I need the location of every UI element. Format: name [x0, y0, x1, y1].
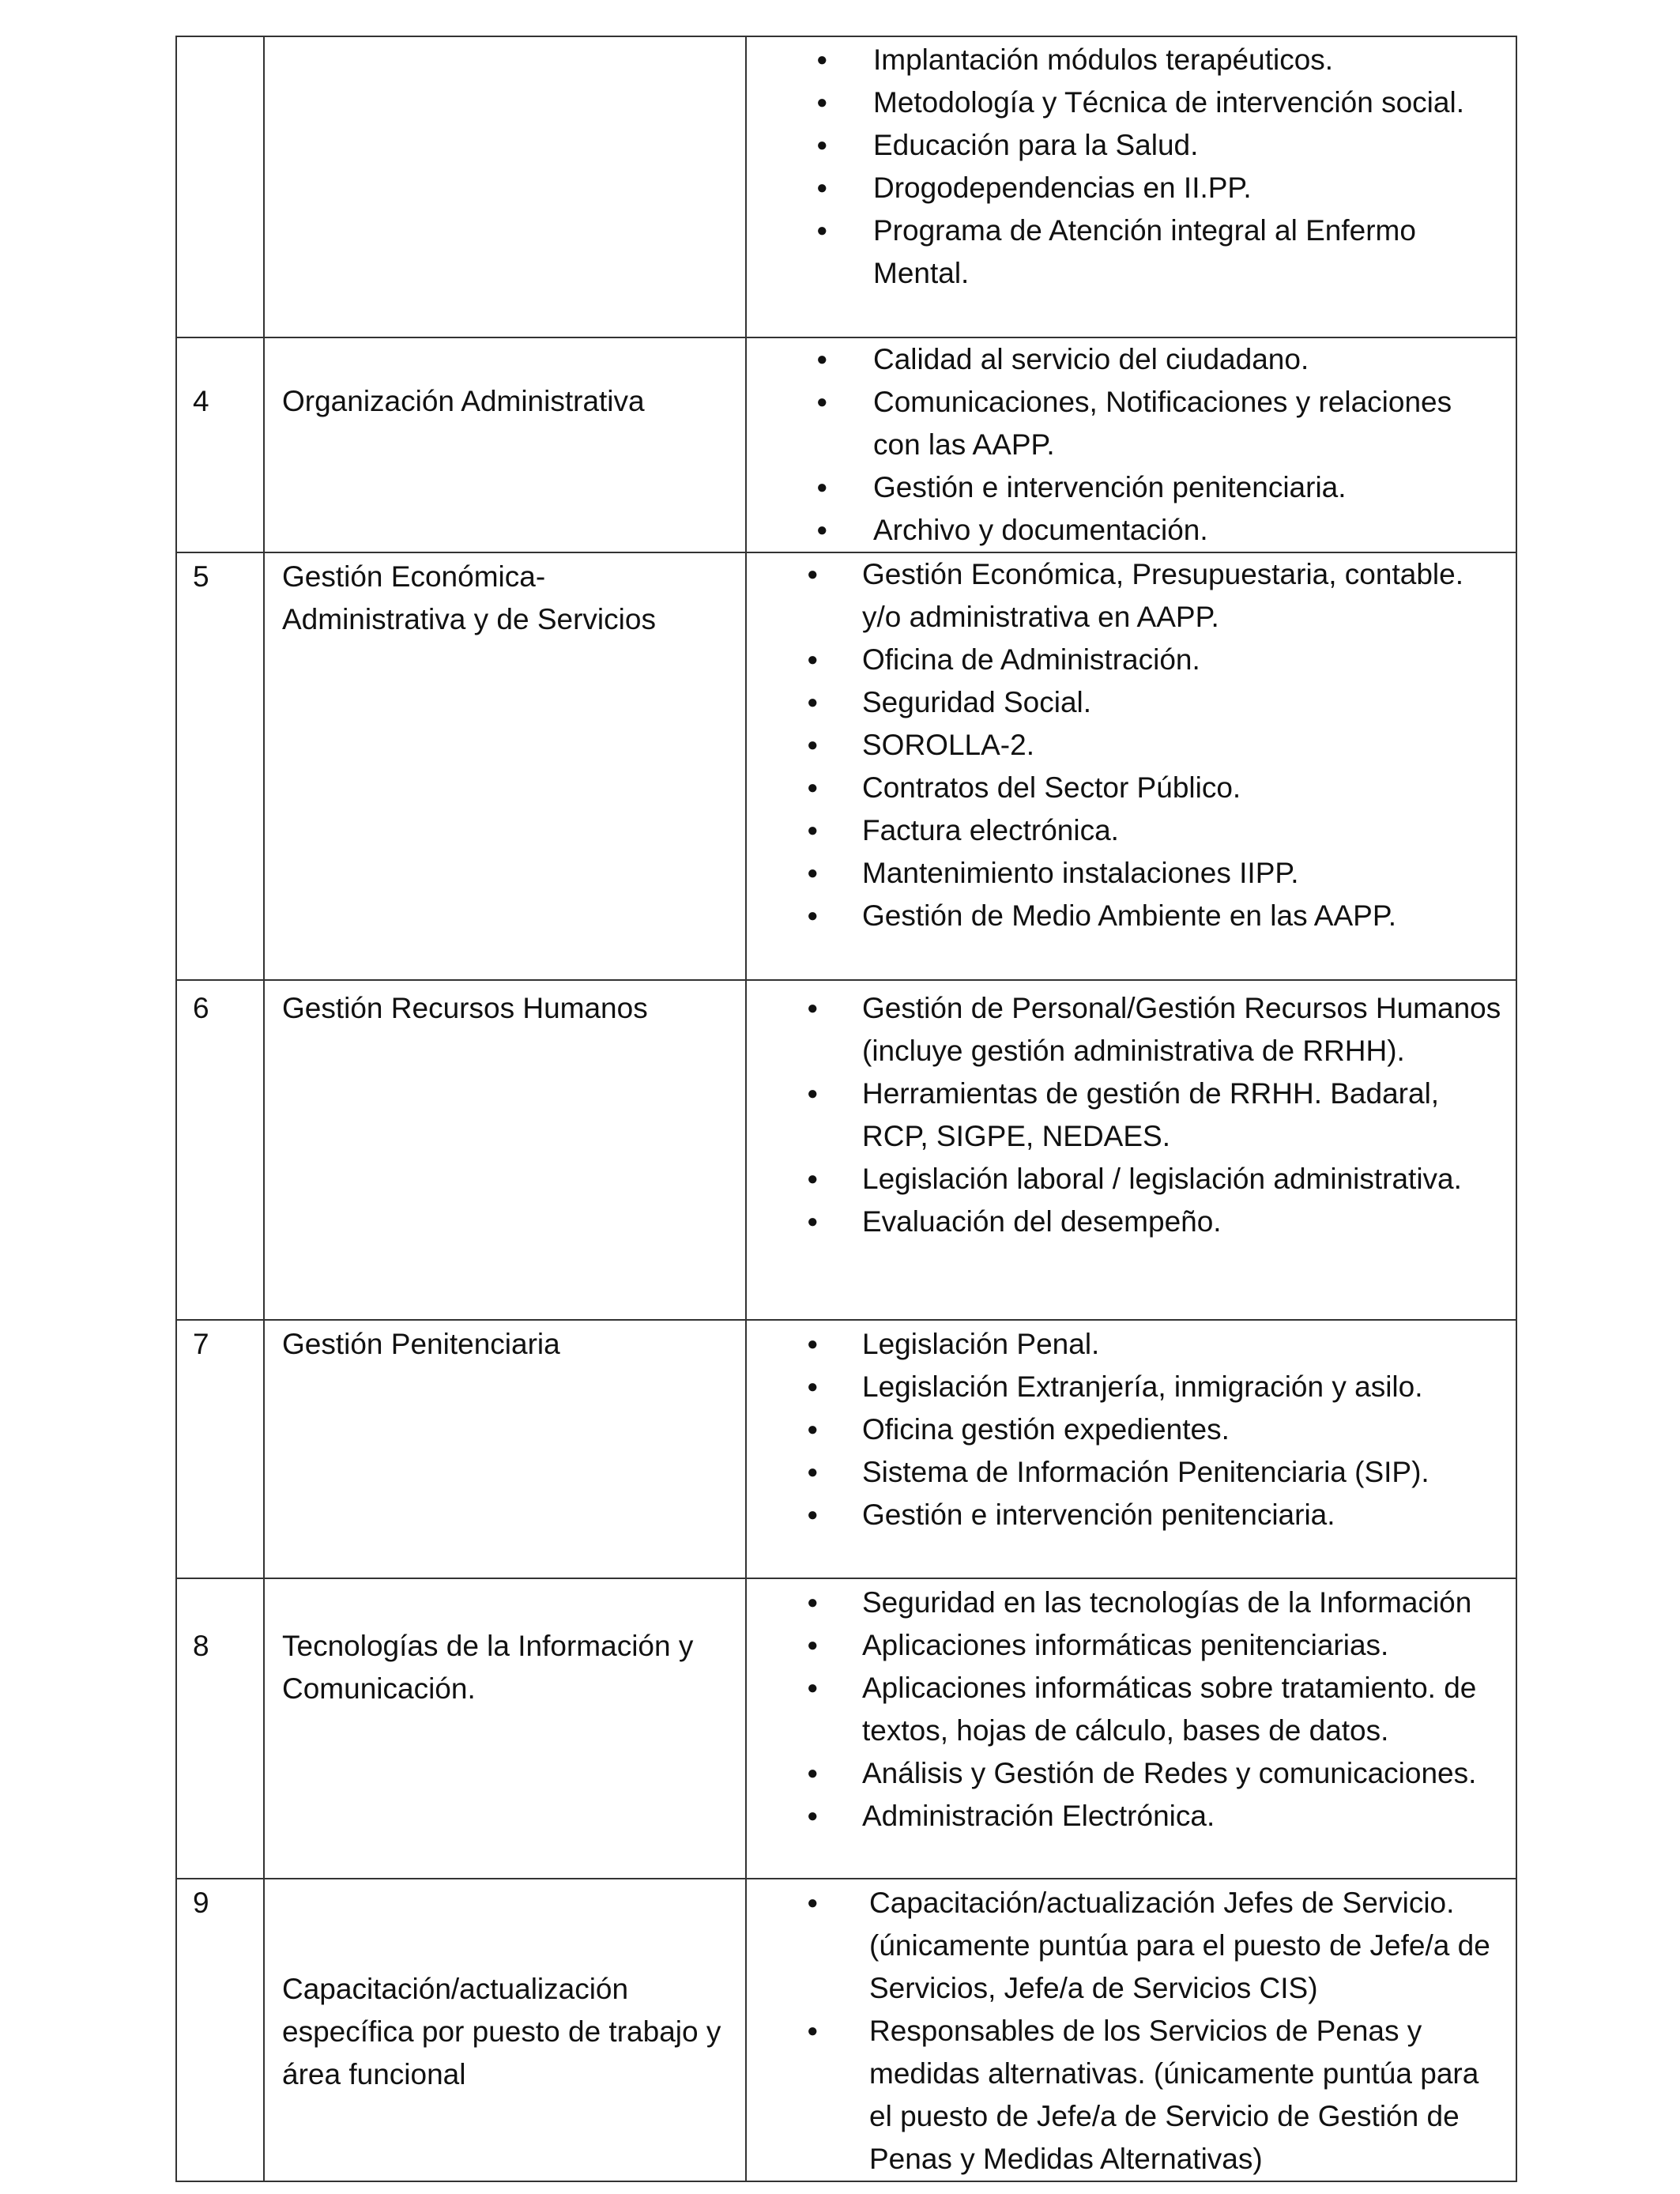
topic-item: ● Análisis y Gestión de Redes y comunicaciones.	[747, 1752, 1501, 1795]
topic-item: ● Herramientas de gestión de RRHH. Badaral, RCP, SIGPE, NEDAES.	[747, 1072, 1501, 1158]
topic-item: ● Gestión e intervención penitenciaria.	[747, 466, 1501, 509]
topic-item: ● Programa de Atención integral al Enfermo Mental.	[747, 209, 1501, 295]
row-number: 5	[193, 560, 209, 593]
topic-list	[747, 1323, 1501, 1536]
topic-item: ● Contratos del Sector Público.	[747, 767, 1501, 809]
topic-item: ● Oficina gestión expedientes.	[747, 1408, 1501, 1451]
topics-cell	[746, 1578, 1516, 1879]
topic-list	[747, 553, 1501, 937]
area-cell	[264, 36, 746, 337]
row-number-cell	[176, 337, 264, 552]
topic-item: ● Sistema de Información Penitenciaria (SIP).	[747, 1451, 1501, 1494]
row-number-cell	[176, 36, 264, 337]
row-number: 9	[193, 1887, 209, 1919]
area-cell	[264, 552, 746, 980]
row-number-cell	[176, 980, 264, 1320]
topic-item: ● Gestión e intervención penitenciaria.	[747, 1494, 1501, 1536]
row-number: 7	[193, 1328, 209, 1360]
topic-item: ● Oficina de Administración.	[747, 639, 1501, 681]
table-row	[176, 552, 1516, 980]
table-row	[176, 337, 1516, 552]
topics-cell	[746, 552, 1516, 980]
row-number-cell	[176, 1879, 264, 2181]
topics-cell	[746, 980, 1516, 1320]
topics-cell	[746, 337, 1516, 552]
topic-item: ● SOROLLA-2.	[747, 724, 1501, 767]
topics-cell	[746, 36, 1516, 337]
table-row	[176, 1879, 1516, 2181]
topic-item: ● Educación para la Salud.	[747, 124, 1501, 167]
area-name: Gestión Económica-Administrativa y de Servicios	[282, 560, 656, 635]
topic-item: ● Seguridad en las tecnologías de la Información	[747, 1581, 1501, 1624]
topic-item: ● Mantenimiento instalaciones IIPP.	[747, 852, 1501, 895]
row-number-cell	[176, 1578, 264, 1879]
topics-cell	[746, 1879, 1516, 2181]
topic-item: ● Aplicaciones informáticas sobre tratamiento. de textos, hojas de cálculo, bases de datos.	[747, 1667, 1501, 1752]
topic-item: ● Legislación laboral / legislación administrativa.	[747, 1158, 1501, 1201]
topic-item: ● Implantación módulos terapéuticos.	[747, 39, 1501, 81]
topic-item: ● Legislación Penal.	[747, 1323, 1501, 1366]
area-name: Gestión Penitenciaria	[282, 1328, 560, 1360]
topic-list	[747, 1581, 1501, 1838]
topic-item: ● Capacitación/actualización Jefes de Servicio. (únicamente puntúa para el puesto de Jefe/a de Servicios, Jefe/a de Servicios CIS)	[747, 1882, 1501, 2010]
topic-item: ● Responsables de los Servicios de Penas y medidas alternativas. (únicamente puntúa para el puesto de Jefe/a de Servicio de Gestión de Penas y Medidas Alternativas)	[747, 2010, 1501, 2181]
table-row	[176, 1578, 1516, 1879]
row-number: 4	[193, 385, 209, 417]
topic-item: ● Legislación Extranjería, inmigración y asilo.	[747, 1366, 1501, 1408]
training-areas-table	[175, 36, 1517, 2182]
topic-item: ● Factura electrónica.	[747, 809, 1501, 852]
topic-list	[747, 39, 1501, 295]
topic-list	[747, 1882, 1501, 2181]
table-row	[176, 36, 1516, 337]
row-number: 8	[193, 1630, 209, 1662]
topic-list	[747, 338, 1501, 552]
topic-item: ● Gestión de Personal/Gestión Recursos Humanos (incluye gestión administrativa de RRHH).	[747, 987, 1501, 1072]
row-number: 6	[193, 992, 209, 1024]
row-number-cell	[176, 552, 264, 980]
table-row	[176, 980, 1516, 1320]
topic-item: ● Gestión Económica, Presupuestaria, contable. y/o administrativa en AAPP.	[747, 553, 1501, 639]
topic-item: ● Archivo y documentación.	[747, 509, 1501, 552]
topic-item: ● Seguridad Social.	[747, 681, 1501, 724]
topic-item: ● Aplicaciones informáticas penitenciarias.	[747, 1624, 1501, 1667]
topic-item: ● Drogodependencias en II.PP.	[747, 167, 1501, 209]
table-row	[176, 1320, 1516, 1578]
area-name: Tecnologías de la Información y Comunicación.	[282, 1630, 694, 1705]
area-cell	[264, 337, 746, 552]
topic-item: ● Metodología y Técnica de intervención social.	[747, 81, 1501, 124]
topics-cell	[746, 1320, 1516, 1578]
area-cell	[264, 1879, 746, 2181]
topic-item: ● Gestión de Medio Ambiente en las AAPP.	[747, 895, 1501, 937]
topic-item: ● Evaluación del desempeño.	[747, 1201, 1501, 1243]
area-name: Organización Administrativa	[282, 385, 645, 417]
row-number-cell	[176, 1320, 264, 1578]
topic-list	[747, 987, 1501, 1243]
topic-item: ● Comunicaciones, Notificaciones y relaciones con las AAPP.	[747, 381, 1501, 466]
area-cell	[264, 1320, 746, 1578]
topic-item: ● Calidad al servicio del ciudadano.	[747, 338, 1501, 381]
area-name: Capacitación/actualización específica por puesto de trabajo y área funcional	[282, 1973, 721, 2090]
area-cell	[264, 1578, 746, 1879]
topic-item: ● Administración Electrónica.	[747, 1795, 1501, 1838]
area-cell	[264, 980, 746, 1320]
area-name: Gestión Recursos Humanos	[282, 992, 648, 1024]
